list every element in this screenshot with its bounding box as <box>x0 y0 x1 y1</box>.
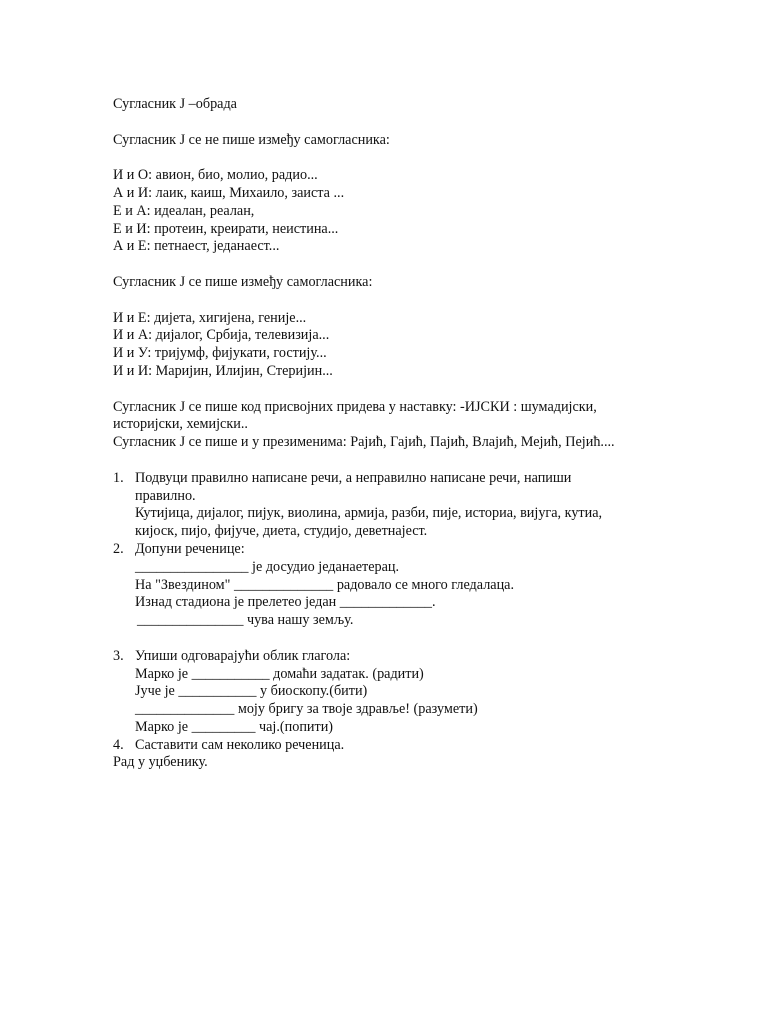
rule1-line: Е и А: идеалан, реалан, <box>113 202 255 219</box>
spacer <box>113 256 673 274</box>
rule2-line: И и У: тријумф, фијукати, гостију... <box>113 345 327 362</box>
exercise-item <box>113 541 673 630</box>
exercise-text: Допуни реченице: <box>135 540 245 557</box>
rule1-heading: Сугласник Ј се не пише између самогласника: <box>113 131 390 148</box>
exercise-subline: Изнад стадиона је прелетео један _____________. <box>135 594 436 611</box>
exercise-subline: Јуче је ___________ у биоскопу.(бити) <box>135 683 368 700</box>
document-content <box>113 96 673 772</box>
spacer <box>113 149 673 167</box>
rule1-line: Е и И: протеин, креирати, неистина... <box>113 220 339 237</box>
exercise-subline: ________________ је досудио једанаетерац. <box>135 558 400 575</box>
exercise-item <box>113 737 673 755</box>
spacer <box>113 114 673 132</box>
footer-note: Рад у уџбенику. <box>113 754 208 771</box>
exercise-subline: Кутијица, дијалог, пијук, виолина, армија, разби, пије, историа, вијуга, кутиа, <box>135 505 603 522</box>
exercise-number: 3. <box>113 647 124 664</box>
rule1-line: А и И: лаик, каиш, Михаило, заиста ... <box>113 184 345 201</box>
exercise-item <box>113 648 673 737</box>
rule3-line: Сугласник Ј се пише и у презименима: Рајић, Гајић, Пајић, Влајић, Мејић, Пејић.... <box>113 434 615 451</box>
document-title: Сугласник Ј –обрада <box>113 96 237 112</box>
rule1-line: И и О: авион, био, молио, радио... <box>113 167 318 184</box>
exercise-item <box>113 470 673 541</box>
rule3-line: историјски, хемијски.. <box>113 416 248 433</box>
rule2-line: И и Е: дијета, хигијена, геније... <box>113 309 307 326</box>
exercise-subline: Марко је ___________ домаћи задатак. (радити) <box>135 665 424 682</box>
rule2-heading: Сугласник Ј се пише између самогласника: <box>113 273 373 290</box>
exercise-subline: ______________ моју бригу за твоје здравље! (разумети) <box>135 701 478 718</box>
exercise-subline: Марко је _________ чај.(попити) <box>135 718 334 735</box>
exercise-subline: На "Звездином" ______________ радовало се много гледалаца. <box>135 576 515 593</box>
exercise-text: Подвуци правилно написане речи, а неправилно написане речи, напиши правилно. <box>135 469 572 504</box>
exercise-number: 1. <box>113 469 124 486</box>
rule2-line: И и И: Маријин, Илијин, Стеријин... <box>113 362 333 379</box>
rule2-line: И и А: дијалог, Србија, телевизија... <box>113 327 330 344</box>
exercise-subline: _______________ чува нашу земљу. <box>137 612 354 629</box>
exercise-text: Упиши одговарајући облик глагола: <box>135 647 351 664</box>
spacer <box>113 630 673 648</box>
rule3-line: Сугласник Ј се пише код присвојних придева у наставку: -ИЈСКИ : шумадијски, <box>113 398 597 415</box>
spacer <box>113 292 673 310</box>
exercise-text: Саставити сам неколико реченица. <box>135 736 345 753</box>
exercise-number: 4. <box>113 736 124 753</box>
spacer <box>113 381 673 399</box>
rule1-line: А и Е: петнаест, једанаест... <box>113 238 280 255</box>
exercise-number: 2. <box>113 540 124 557</box>
exercise-subline: кијоск, пијо, фијуче, диета, студијо, деветнајест. <box>135 523 428 540</box>
spacer <box>113 452 673 470</box>
